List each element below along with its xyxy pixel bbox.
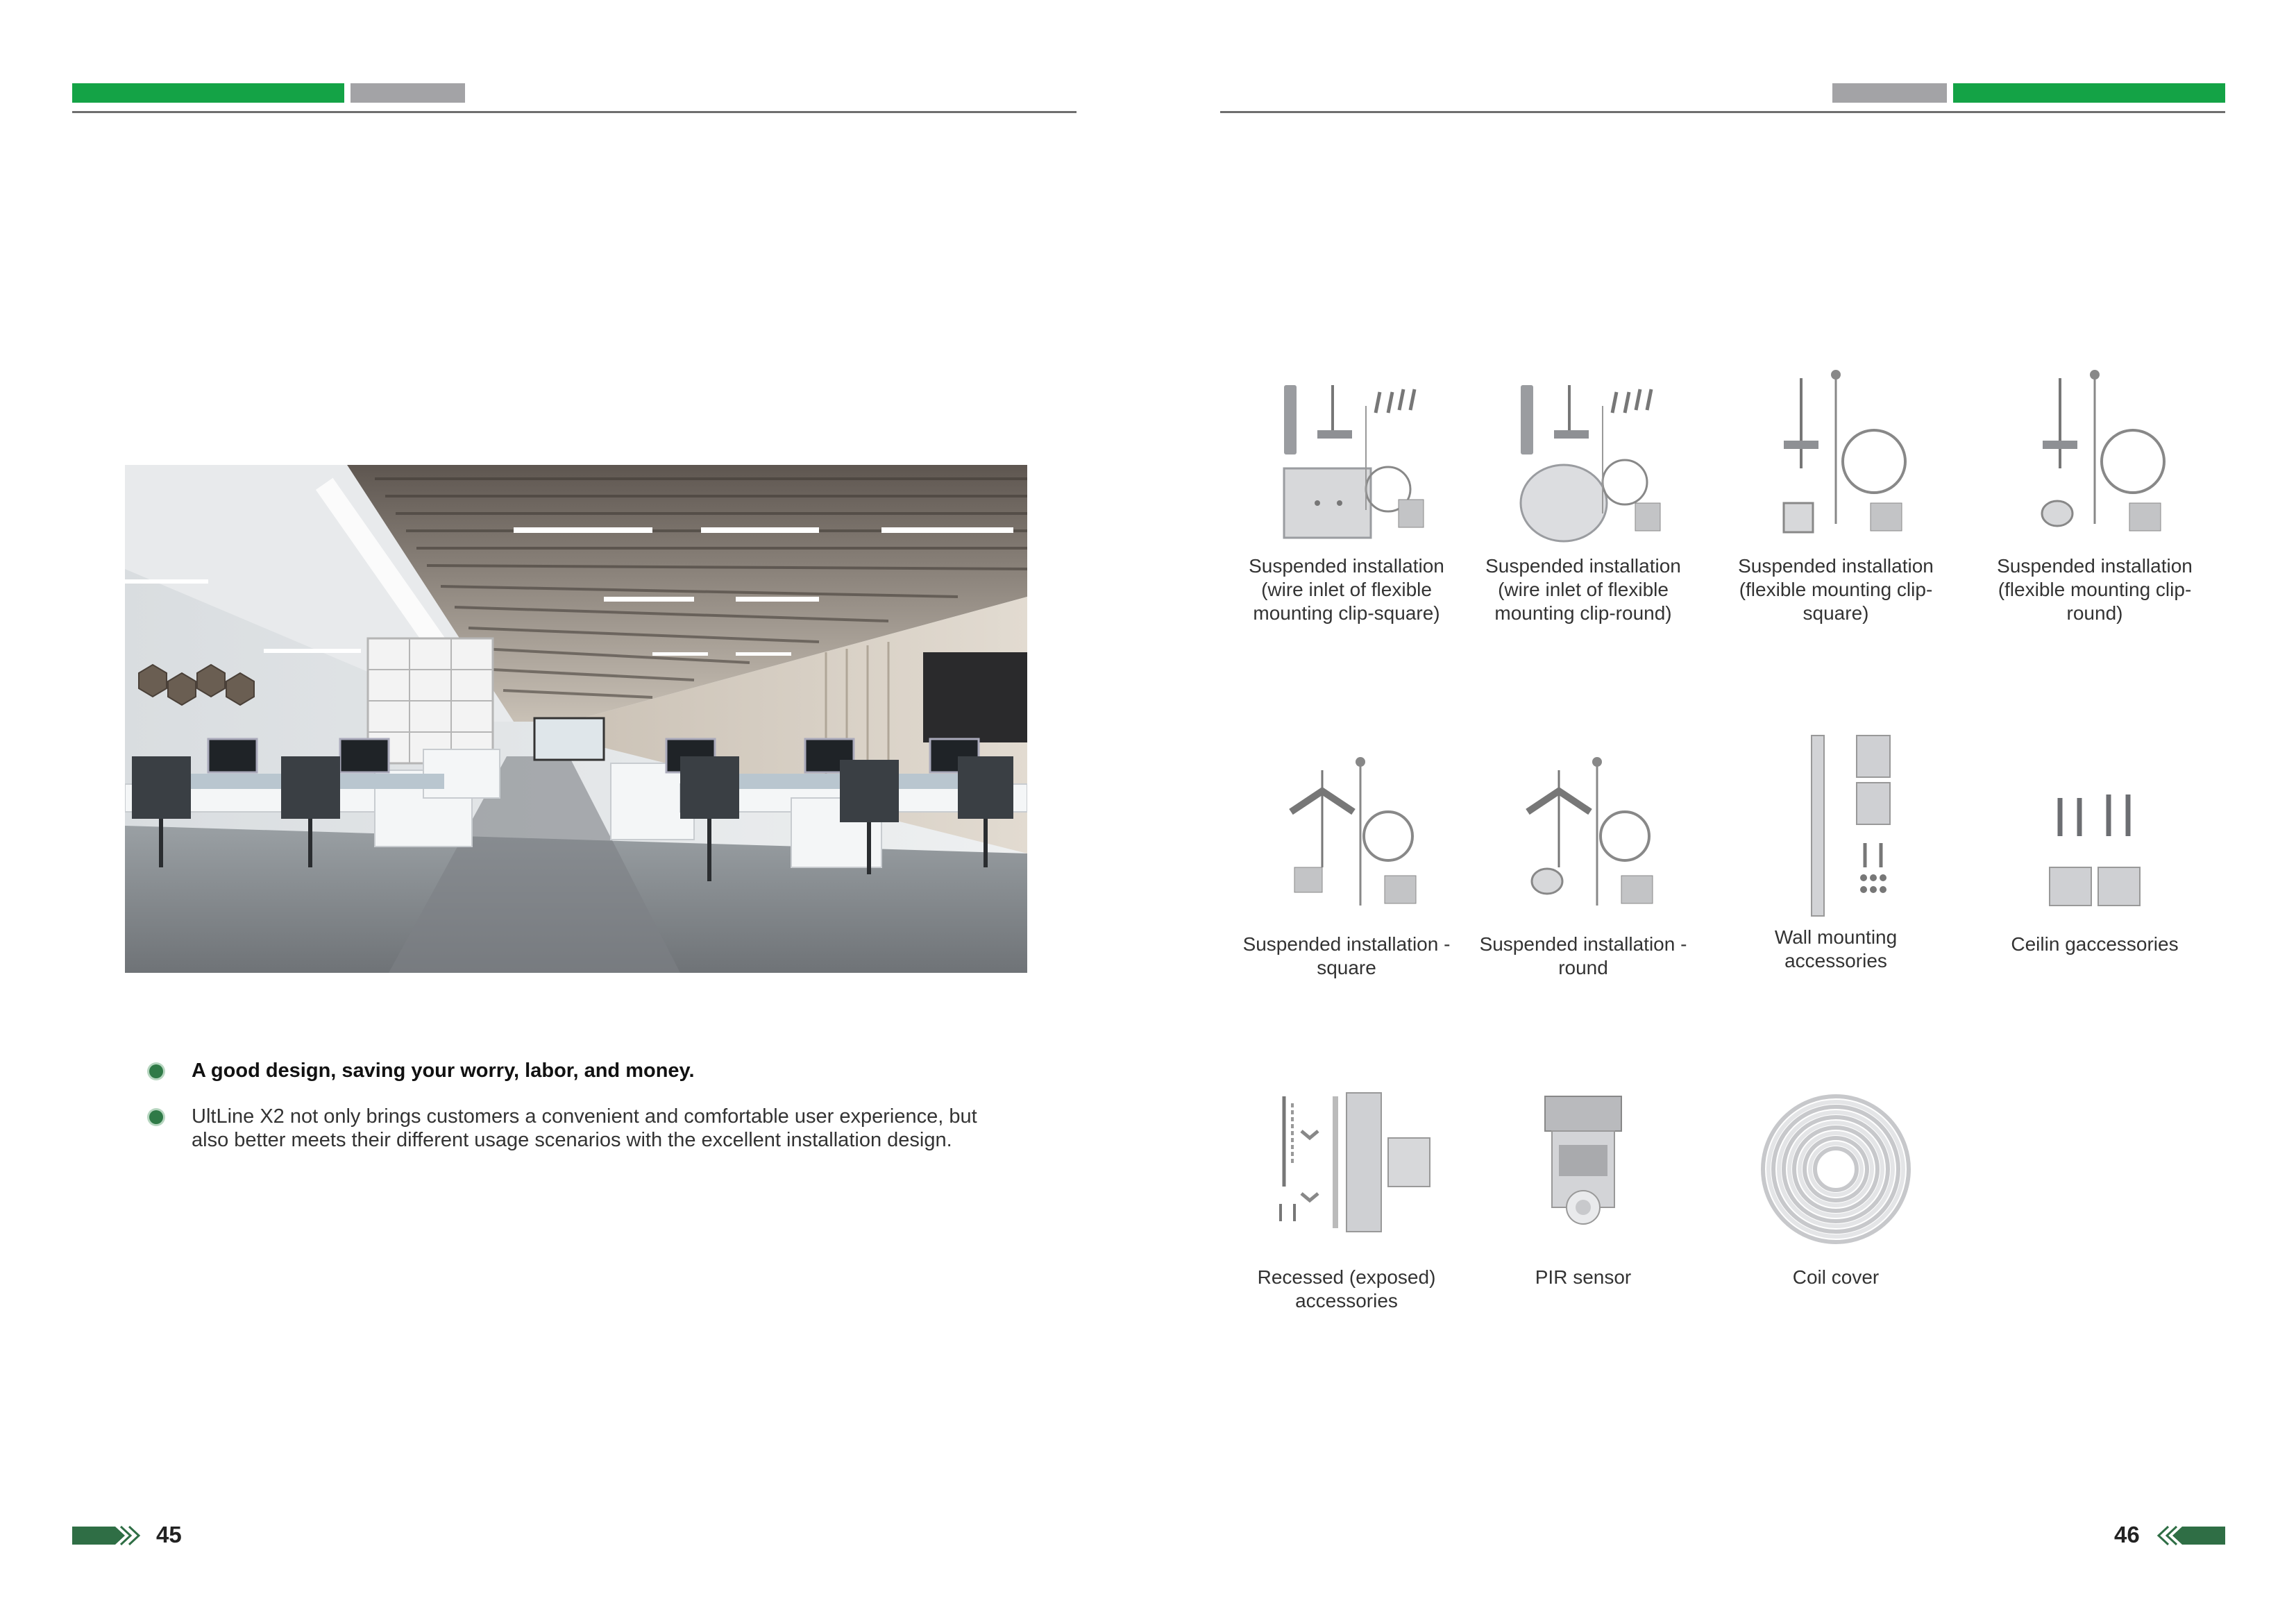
suspension-square-kit-icon	[1256, 749, 1437, 923]
accessory-label: Suspended installation (wire inlet of flexible mounting clip-square)	[1249, 555, 1444, 624]
ceiling-accessories-icon	[2004, 749, 2185, 923]
accessory-label: Suspended installation - round	[1479, 933, 1687, 978]
accessory-item	[1721, 729, 1950, 973]
office-photo	[125, 465, 1027, 973]
accessory-label: Wall mounting accessories	[1774, 926, 1898, 971]
suspension-round-plate-kit-icon	[1493, 364, 1673, 545]
page-number-left: 45	[156, 1522, 182, 1547]
accessory-label: Recessed (exposed) accessories	[1257, 1266, 1436, 1311]
bullet-text-1: A good design, saving your worry, labor, and money.	[192, 1060, 695, 1082]
accessory-item	[1232, 1082, 1461, 1313]
accessory-label: Suspended installation (wire inlet of flexible mounting clip-round)	[1485, 555, 1681, 624]
wall-mounting-kit-icon	[1746, 729, 1926, 923]
accessory-item	[1232, 749, 1461, 980]
suspension-round-kit-icon	[1493, 749, 1673, 923]
accessory-item	[1721, 1082, 1950, 1289]
suspension-square-plate-kit-icon	[1256, 364, 1437, 545]
accessory-label: Suspended installation (flexible mounting clip-round)	[1997, 555, 2193, 624]
header-green-bar-right	[1953, 83, 2225, 103]
footer-arrow-right-icon	[2156, 1525, 2225, 1546]
flexible-clip-square-kit-icon	[1746, 364, 1926, 545]
header-green-bar-left	[72, 83, 344, 103]
header-gray-bar-left	[351, 83, 465, 103]
accessory-label: Suspended installation (flexible mounting clip-square)	[1738, 555, 1934, 624]
accessory-label: Ceilin gaccessories	[2011, 933, 2179, 955]
accessory-label: PIR sensor	[1535, 1266, 1632, 1288]
bullet-dot-2	[149, 1110, 163, 1124]
pir-sensor-icon	[1493, 1082, 1673, 1256]
coil-cover-icon	[1746, 1082, 1926, 1256]
accessory-item	[1232, 364, 1461, 625]
header-rule-right	[1220, 111, 2225, 113]
accessory-item	[1980, 749, 2209, 956]
accessory-item	[1469, 1082, 1698, 1289]
accessory-label: Coil cover	[1792, 1266, 1880, 1288]
page-number-right: 46	[2114, 1522, 2140, 1547]
accessory-item	[1721, 364, 1950, 625]
accessory-item	[1980, 364, 2209, 625]
bullet-dot-1	[149, 1064, 163, 1078]
header-gray-bar-right	[1832, 83, 1947, 103]
flexible-clip-round-kit-icon	[2004, 364, 2185, 545]
accessory-item	[1469, 749, 1698, 980]
recessed-kit-icon	[1249, 1082, 1444, 1256]
bullet-text-2: UltLine X2 not only brings customers a convenient and comfortable user experience, but also better meets their different usage scenarios with the excellent installation design.	[192, 1105, 977, 1151]
header-rule-left	[72, 111, 1077, 113]
footer-arrow-left-icon	[72, 1525, 142, 1546]
accessory-item	[1469, 364, 1698, 625]
accessory-label: Suspended installation - square	[1242, 933, 1451, 978]
